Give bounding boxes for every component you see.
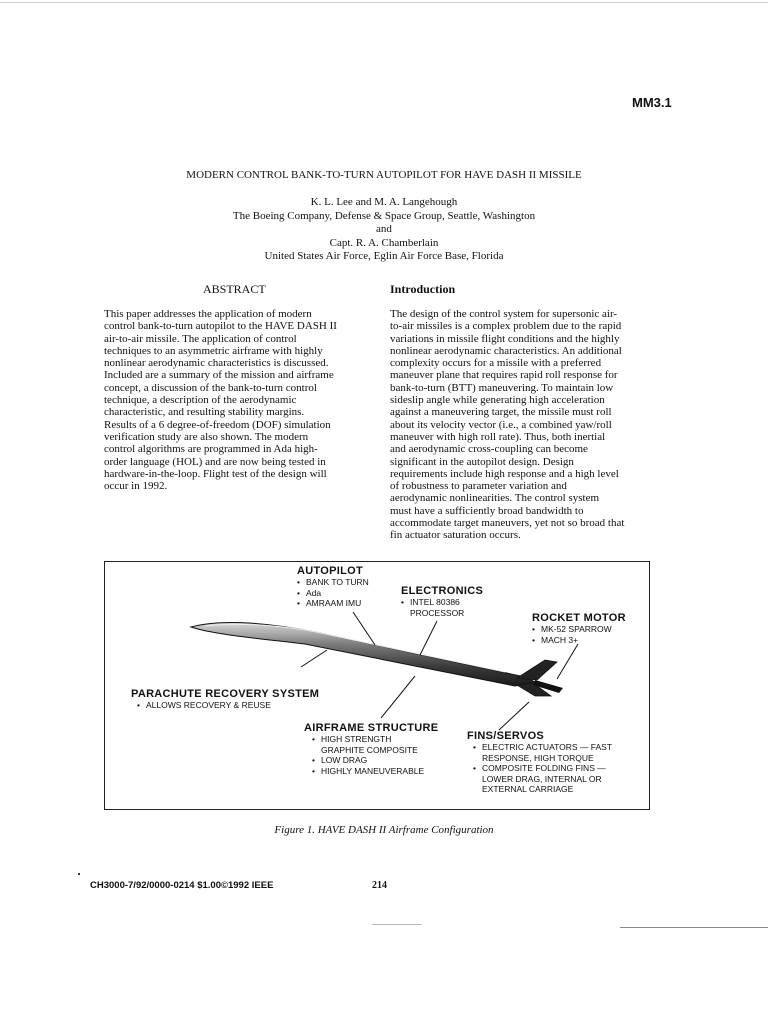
rocket-motor-title: ROCKET MOTOR [532, 612, 626, 624]
label-airframe [304, 722, 438, 776]
fins-item: EXTERNAL CARRIAGE [482, 784, 574, 794]
fins-item: • ELECTRIC ACTUATORS — FAST [473, 742, 613, 752]
author-block [0, 196, 768, 264]
fins-item: • COMPOSITE FOLDING FINS — [473, 763, 606, 773]
authors-line: K. L. Lee and M. A. Langehough [310, 196, 458, 208]
autopilot-item: • BANK TO TURN [297, 577, 369, 587]
airframe-item: • LOW DRAG [312, 755, 368, 765]
missile-tail-fin-upper [517, 660, 557, 680]
intro-line: of robustness to parameter variation and [390, 480, 567, 493]
abstract-line: characteristic, and resulting stability margins. [104, 406, 305, 419]
abstract-body [104, 308, 364, 492]
airframe-item: GRAPHITE COMPOSITE [321, 744, 418, 755]
abstract-line: occur in 1992. [104, 480, 168, 493]
introduction-body [390, 308, 648, 542]
leader-rocket-motor [557, 644, 578, 679]
page-number: 214 [372, 880, 387, 891]
figure-caption: Figure 1. HAVE DASH II Airframe Configuration [274, 824, 494, 836]
intro-line: significant in the autopilot design. Design [390, 455, 574, 468]
missile-body [191, 623, 535, 686]
abstract-line: This paper addresses the application of modern [104, 308, 312, 320]
electronics-item: PROCESSOR [410, 607, 465, 618]
abstract-line: Results of a 6 degree-of-freedom (DOF) simulation [104, 418, 331, 431]
rocket-motor-item: • MACH 3+ [532, 634, 579, 645]
intro-line: nonlinear aerodynamic characteristics. An additional [390, 344, 622, 357]
parachute-title: PARACHUTE RECOVERY SYSTEM [131, 688, 320, 700]
abstract-line: air-to-air missile. The application of control [104, 332, 297, 345]
paper-title: MODERN CONTROL BANK-TO-TURN AUTOPILOT FOR HAVE DASH II MISSILE [186, 169, 582, 181]
fins-item: RESPONSE, HIGH TORQUE [482, 752, 594, 763]
figure-airframe-configuration [104, 561, 650, 810]
introduction-heading: Introduction [390, 282, 456, 296]
intro-line: fin actuator saturation occurs. [390, 529, 521, 542]
abstract-line: control algorithms are programmed in Ada high- [104, 443, 318, 456]
intro-line: complexity occurs for a missile with a preferred [390, 357, 602, 370]
intro-line: and aerodynamic cross-coupling can become [390, 443, 588, 456]
intro-line: about its velocity vector (i.e., a combined yaw/roll [390, 418, 612, 431]
label-autopilot [297, 565, 369, 609]
session-id: MM3.1 [632, 95, 672, 110]
abstract-line: concept, a discussion of the bank-to-turn control [104, 381, 317, 394]
intro-line: bank-to-turn (BTT) maneuvering. To maintain low [390, 381, 614, 394]
parachute-item: • ALLOWS RECOVERY & REUSE [137, 700, 271, 710]
intro-line: against a maneuvering target, the missile must roll [390, 406, 612, 419]
intro-line: The design of the control system for supersonic air- [390, 308, 618, 320]
abstract-line: techniques to an asymmetric airframe with highly [104, 344, 323, 357]
abstract-line: verification study are also shown. The modern [104, 430, 309, 443]
scan-top-border [0, 2, 768, 3]
intro-line: variations in missile flight conditions and the highly [390, 332, 620, 345]
electronics-item: • INTEL 80386 [401, 597, 460, 607]
label-rocket-motor [532, 612, 626, 645]
abstract-line: control bank-to-turn autopilot to the HAVE DASH II [104, 320, 337, 333]
intro-line: maneuver with high roll rate). Thus, both inertial [390, 430, 606, 443]
leader-fins [499, 702, 529, 730]
label-parachute [131, 688, 319, 711]
affiliation-2: United States Air Force, Eglin Air Force Base, Florida [264, 250, 504, 262]
leader-autopilot [353, 612, 375, 645]
and-connector: and [376, 223, 392, 235]
scan-speck [78, 873, 80, 875]
autopilot-item: • Ada [297, 587, 322, 598]
autopilot-item: • AMRAAM IMU [297, 598, 362, 608]
scan-artifact-line [620, 927, 768, 928]
abstract-line: technique, a description of the aerodynamic [104, 394, 297, 407]
label-fins-servos [467, 730, 612, 795]
electronics-title: ELECTRONICS [401, 585, 484, 597]
leader-electronics [420, 621, 437, 655]
abstract-line: nonlinear aerodynamic characteristics is discussed. [104, 357, 329, 370]
author-2: Capt. R. A. Chamberlain [329, 236, 439, 249]
autopilot-title: AUTOPILOT [297, 565, 364, 577]
airframe-item: • HIGHLY MANEUVERABLE [312, 765, 425, 776]
intro-line: to-air missiles is a complex problem due to the rapid [390, 320, 622, 333]
intro-line: maneuver plane that requires rapid roll response for [390, 369, 618, 382]
fins-title: FINS/SERVOS [467, 730, 545, 742]
rocket-motor-item: • MK-52 SPARROW [532, 624, 612, 634]
affiliation-1: The Boeing Company, Defense & Space Group, Seattle, Washington [232, 209, 536, 222]
footer-copyright-code: CH3000-7/92/0000-0214 $1.00©1992 IEEE [90, 880, 274, 891]
abstract-heading: ABSTRACT [203, 282, 266, 296]
intro-line: requirements include high response and a high level [390, 467, 619, 480]
abstract-line: hardware-in-the-loop. Flight test of the design will [104, 467, 327, 480]
leader-airframe [381, 676, 415, 718]
abstract-line: order language (HOL) and are now being tested in [104, 455, 326, 468]
intro-line: sideslip angle while generating high acceleration [390, 394, 605, 407]
label-electronics [401, 585, 483, 618]
airframe-item: • HIGH STRENGTH [312, 734, 392, 744]
leader-parachute [301, 650, 327, 667]
intro-line: must have a sufficiently broad bandwidth to [390, 504, 584, 517]
fins-item: LOWER DRAG, INTERNAL OR [482, 773, 602, 784]
intro-line: accommodate target maneuvers, yet not so broad that [390, 517, 625, 530]
airframe-title: AIRFRAME STRUCTURE [304, 722, 439, 734]
scan-artifact-line [372, 924, 422, 925]
abstract-line: Included are a summary of the mission and airframe [104, 369, 334, 382]
intro-line: aerodynamic nonlinearities. The control system [390, 492, 600, 505]
